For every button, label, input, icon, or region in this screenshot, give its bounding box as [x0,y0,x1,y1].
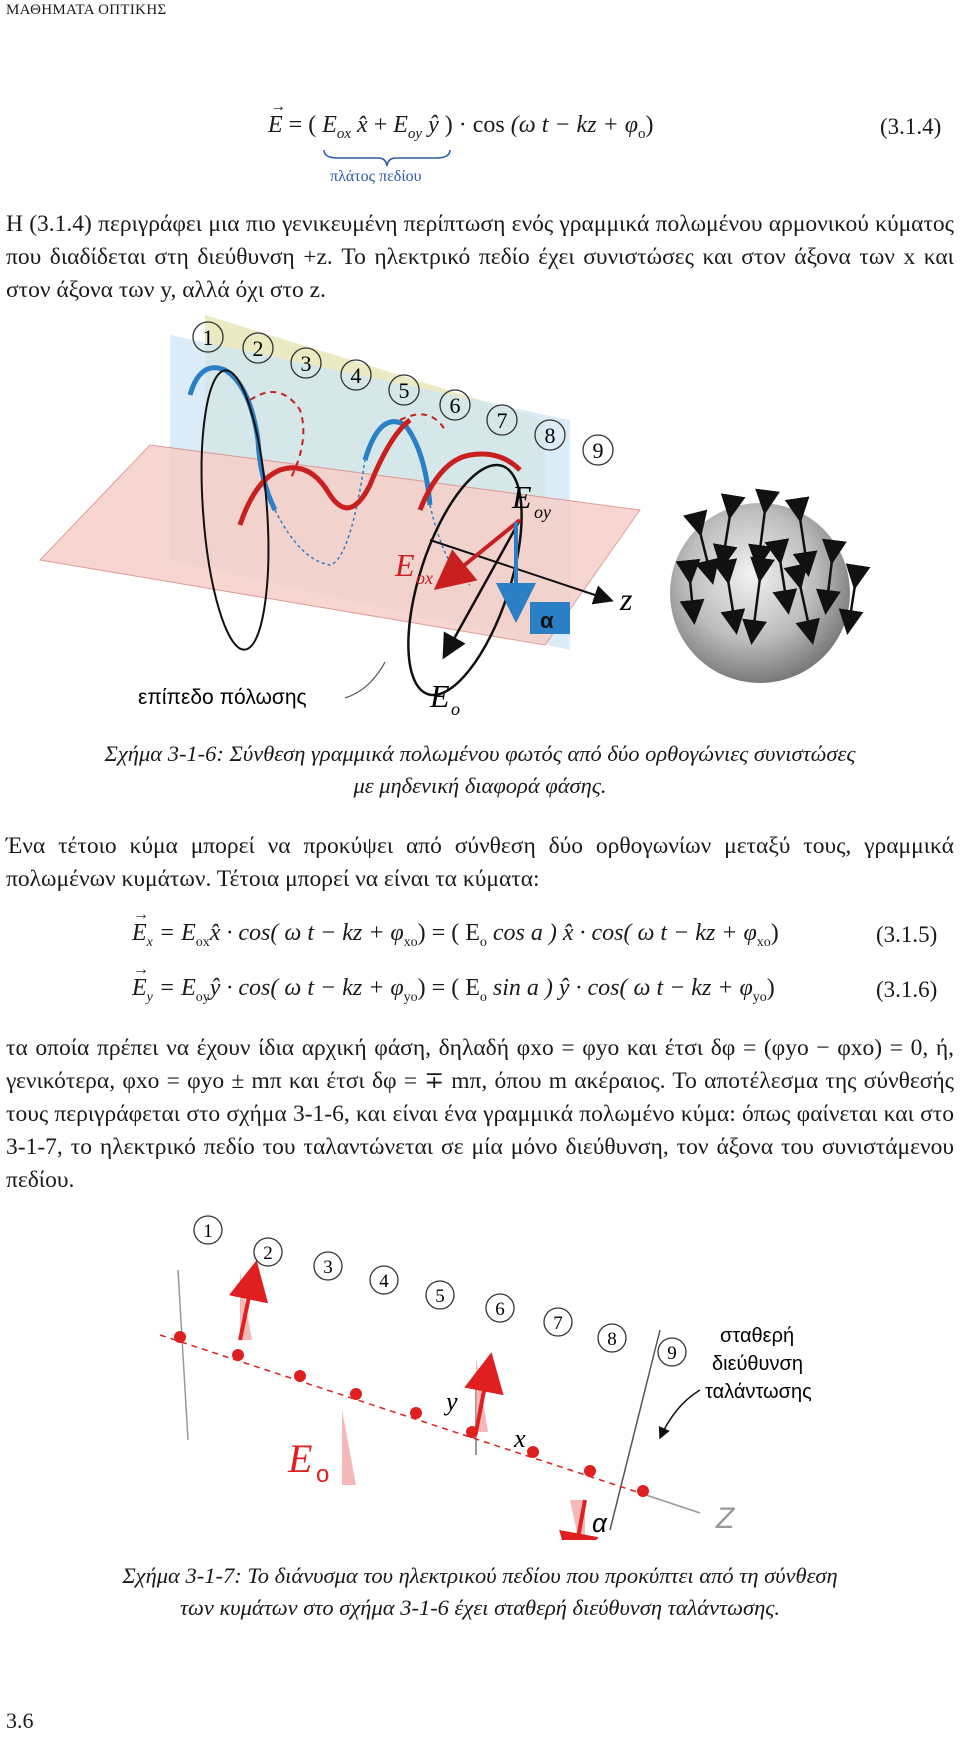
circle-number-label-6: 6 [495,1298,505,1320]
vector-arrow-icon: → [133,961,149,978]
eq-cos: cos [472,112,505,138]
eq315-end: ) [770,920,779,946]
circle-number-label-8: 8 [544,422,556,448]
alpha-label: α [540,608,554,633]
circle-number-label-3: 3 [300,350,312,376]
z-label-2: Z [716,1502,735,1535]
field-points [174,1328,649,1497]
y-label: y [446,1387,458,1416]
unpolarized-sphere [670,503,850,683]
pink-shade-eo [342,1410,356,1485]
page-number: 3.6 [6,1708,34,1733]
eq-lhs: E [268,112,283,138]
circle-number-label-9: 9 [667,1342,677,1364]
eq315-mid: ) = ( E [417,920,480,946]
eq-xhat: x̂ [357,112,368,138]
note-pointer [660,1390,700,1438]
circle-number-label-5: 5 [398,377,410,403]
alpha-label-2: α [592,1508,607,1538]
brace-label: πλάτος πεδίου [330,168,422,185]
caption-3-1-7 [20,1560,940,1624]
caption-3-1-7-line2: των κυμάτων στο σχήμα 3-1-6 έχει σταθερή διεύθυνση ταλάντωσης. [179,1595,781,1620]
eq-arg-sub: ο [638,125,646,142]
paragraph-2-text: Ένα τέτοιο κύμα μπορεί να προκύψει από σύνθεση δύο ορθογωνίων μεταξύ τους, γραμμικά πολωμένων κυμάτων. Τέτοια μπορεί να είναι τα κύματα: [6,833,954,892]
eoy-sub: oy [534,502,551,522]
circle-number-label-1: 1 [203,1220,213,1242]
eq-open: = ( [288,112,317,138]
vector-arrow-icon: → [270,98,286,115]
eq-ey-sub: οy [407,125,423,142]
note-line-2: διεύθυνση [712,1353,803,1375]
caption-3-1-6-line2: με μηδενική διαφορά φάσης. [353,773,607,798]
eq316-rest-sub: οy [195,989,210,1005]
paragraph-2 [6,830,954,896]
field-point-5 [410,1407,422,1419]
circle-number-label-4: 4 [350,362,362,388]
plane-pointer [345,662,385,698]
equation-3-1-4 [268,98,654,143]
eq-ex: E [322,112,337,138]
caption-3-1-6-line1: Σχήμα 3-1-6: Σύνθεση γραμμικά πολωμένου φωτός από δύο ορθογώνιες συνιστώσες [104,741,856,766]
eo-sub-2: o [316,1461,330,1488]
circle-number-label-6: 6 [449,392,461,418]
eq316-body: ŷ · cos( ω t − kz + φ [209,975,404,1001]
field-point-7 [527,1446,539,1458]
circle-number-label-1: 1 [202,324,214,350]
plane-label: επίπεδο πόλωσης [138,686,307,709]
circle-number-label-5: 5 [435,1285,445,1307]
eq315-sub: x [146,934,153,950]
field-point-9 [637,1485,649,1497]
eoy-label: E [512,479,532,515]
x-label: x [514,1424,526,1453]
eo-label-2: E [288,1436,313,1481]
eox-sub: ox [416,568,433,588]
paragraph-3-text: τα οποία πρέπει να έχουν ίδια αρχική φάση, δηλαδή φxο = φyο και έτσι δφ = (φyο − φxο) = 0, ή, γενικότερα, φxο = φyο ± mπ και έτσι δφ = ∓ mπ, όπου m ακέραιος. Το αποτέλεσμα της σύνθεσής τους περιγράφεται στο σχήμα 3-1-6, και είναι ένα γραμμικά πολωμένο κύμα: όπως φαίνεται και στο 3-1-7, το ηλεκτρικό πεδίο του ταλαντώνεται σε μία μόνο διεύθυνση, τον άξονα του συνιστάμενου πεδίου. [6,1035,954,1193]
eq316-end: ) [766,975,775,1001]
eq316-body-sub: yο [403,989,418,1005]
circle-number-label-4: 4 [379,1270,389,1292]
paragraph-1-text: Η (3.1.4) περιγράφει μια πιο γενικευμένη περίπτωση ενός γραμμικά πολωμένου αρμονικού κύματος που διαδίδεται στη διεύθυνση +z. Το ηλεκτρικό πεδίο έχει συνιστώσες και στον άξονα των x και στον άξονα των y, αλλά όχι στο z. [6,211,954,303]
circle-number-label-7: 7 [553,1312,563,1334]
vector-arrow-icon: → [133,906,149,923]
equation-number-3-1-5: (3.1.5) [876,922,938,947]
eq316-end-sub: yο [752,989,767,1005]
field-point-8 [584,1465,596,1477]
eq-ex-sub: οx [336,125,352,142]
field-point-3 [294,1370,306,1382]
circle-number-label-2: 2 [263,1242,273,1264]
eq316-mid2: sin a ) ŷ · cos( ω t − kz + φ [492,975,753,1001]
paragraph-1 [6,208,954,307]
note-line-1: σταθερή [720,1325,795,1347]
eq315-body: x̂ · cos( ω t − kz + φ [209,920,404,946]
eq-close: ) [444,112,453,138]
eq315-rest: = E [158,920,196,946]
eq315-mid2: cos a ) x̂ · cos( ω t − kz + φ [492,920,757,946]
figure-3-1-6 [0,310,960,730]
eq315-body-sub: xο [403,934,418,950]
equation-number-3-1-6: (3.1.6) [876,977,938,1002]
eq316-rest: = E [158,975,196,1001]
eq315-rest-sub: οx [195,934,210,950]
equation-number-3-1-4: (3.1.4) [880,114,942,139]
caption-3-1-6 [20,738,940,802]
z-label: z [620,581,633,617]
equation-3-1-6 [132,961,775,1006]
eq315-mid-sub: ο [479,934,487,950]
right-vertical-line [610,1330,660,1530]
circled-numbers-2 [194,1216,686,1366]
eo-label: E [430,678,450,714]
propagation-axis [160,1335,640,1493]
eq-yhat: ŷ [428,112,439,138]
circle-number-label-7: 7 [496,407,508,433]
eq316-mid-sub: ο [479,989,487,1005]
note-line-3: ταλάντωσης [705,1381,812,1403]
circle-number-label-9: 9 [592,437,604,463]
eq316-sub: y [146,989,153,1005]
field-point-2 [232,1349,244,1361]
eq-arg-close: ) [645,112,654,138]
eq315-e: E [132,920,147,946]
caption-3-1-7-line1: Σχήμα 3-1-7: Το διάνυσμα του ηλεκτρικού πεδίου που προκύπτει από τη σύνθεση [122,1563,838,1588]
eq315-end-sub: xο [756,934,771,950]
eq-arg: (ω t − kz + φ [510,112,639,138]
eq-plus: + [373,112,388,138]
eq-ey: E [393,112,408,138]
eq316-mid: ) = ( E [417,975,480,1001]
running-header: ΜΑΘΗΜΑΤΑ ΟΠΤΙΚΗΣ [6,2,167,18]
brace-icon [322,148,452,168]
field-point-1 [174,1331,186,1343]
equation-3-1-5 [132,906,779,951]
circle-number-label-8: 8 [607,1328,617,1350]
eo-sub: o [451,699,460,719]
paragraph-3 [6,1032,954,1197]
circle-number-label-2: 2 [252,335,264,361]
eq-dot: · [458,112,467,138]
left-vertical-line [178,1270,188,1440]
figure-3-1-7 [0,1210,960,1540]
z-axis-2 [640,1493,700,1513]
field-point-4 [350,1388,362,1400]
eq316-e: E [132,975,147,1001]
eox-label: E [395,547,415,583]
circle-number-label-3: 3 [323,1256,333,1278]
